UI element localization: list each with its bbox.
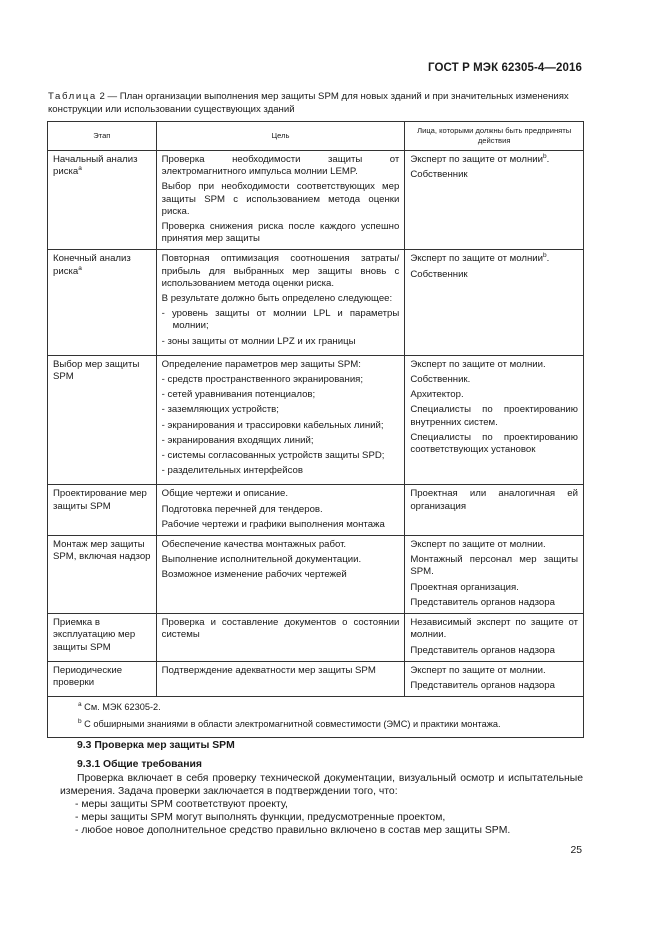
table-row	[48, 355, 584, 485]
table-body	[48, 151, 584, 697]
actor-paragraph	[410, 597, 578, 609]
actor-paragraph	[410, 404, 578, 428]
goal-text: Проверка необходимости защиты от электромагнитного импульса молнии LEMP.	[161, 154, 400, 178]
actor-text: Эксперт по защите от молнии.	[410, 539, 546, 551]
table-row	[48, 536, 584, 614]
goal-list-item: - экранирования входящих линий;	[161, 434, 314, 446]
actor-text: Представитель органов надзора	[410, 679, 555, 691]
actor-paragraph	[410, 582, 578, 594]
table-footnotes	[48, 697, 584, 737]
table-row	[48, 151, 584, 250]
actor-paragraph	[410, 269, 578, 281]
table-footnotes-row	[48, 697, 584, 737]
actor-text: Собственник	[410, 268, 468, 280]
footnote-a-text: См. МЭК 62305-2.	[81, 702, 161, 713]
goal-text: средств пространственного экранирования;	[167, 374, 364, 386]
goal-text: сетей уравнивания потенциалов;	[167, 389, 316, 401]
footnote-ref: b	[543, 252, 547, 260]
actor-text: Архитектор.	[410, 389, 464, 401]
header-stage: Этап	[48, 122, 157, 151]
stage-text: Конечный анализ риска	[53, 253, 131, 277]
actor-text: Специалисты по проектированию внутренних систем.	[410, 404, 578, 428]
document-header: ГОСТ Р МЭК 62305-4—2016	[428, 62, 582, 74]
goal-cell	[156, 485, 405, 536]
actor-text: Монтажный персонал мер защиты SPM.	[410, 554, 578, 578]
goal-list-item: - разделительных интерфейсов	[161, 465, 303, 477]
footnote-b-text: С обширными знаниями в области электромагнитной совместимости (ЭМС) и практики монтажа.	[81, 719, 501, 730]
actor-paragraph	[410, 554, 578, 578]
actor-paragraph	[410, 539, 578, 551]
actors-cell	[405, 614, 584, 662]
goal-text: Выполнение исполнительной документации.	[161, 554, 362, 566]
actor-text: Эксперт по защите от молнии	[410, 253, 544, 265]
goal-list-item: - сетей уравнивания потенциалов;	[161, 389, 316, 401]
actor-text: Независимый эксперт по защите от молнии.	[410, 617, 578, 641]
goal-cell	[156, 250, 405, 355]
goal-text: заземляющих устройств;	[167, 404, 279, 416]
goal-paragraph	[162, 154, 400, 178]
goal-paragraph	[162, 617, 400, 641]
footnote-b	[78, 718, 577, 730]
page-number: 25	[570, 845, 582, 856]
list-item: - любое новое дополнительное средство правильно включено в состав мер защиты SPM.	[75, 825, 511, 836]
table-caption-text: 2 — План организации выполнения мер защиты SPM для новых зданий и при значительных изменениях конструкции или использовании существующих зданий	[48, 91, 569, 115]
actors-cell	[405, 536, 584, 614]
goal-paragraph	[162, 181, 400, 218]
actor-text: Собственник.	[410, 374, 471, 386]
goal-paragraph	[162, 539, 400, 551]
goal-text: Определение параметров мер защиты SPM:	[161, 358, 361, 370]
goal-list-item: - средств пространственного экранирования;	[161, 374, 364, 386]
goal-text: зоны защиты от молнии LPZ и их границы	[167, 335, 356, 347]
actor-text: Эксперт по защите от молнии.	[410, 664, 546, 676]
section-9-3-1-body	[60, 772, 583, 837]
goal-text: Подтверждение адекватности мер защиты SPM	[161, 664, 376, 676]
actor-paragraph	[410, 680, 578, 692]
stage-cell	[48, 614, 157, 662]
table-caption-label: Таблица	[48, 91, 97, 102]
actors-cell	[405, 355, 584, 485]
table-row	[48, 661, 584, 696]
actors-cell	[405, 250, 584, 355]
actor-paragraph	[410, 169, 578, 181]
section-9-3-title: 9.3 Проверка мер защиты SPM	[77, 740, 235, 751]
goal-text: разделительных интерфейсов	[167, 465, 303, 477]
goal-text: Подготовка перечней для тендеров.	[161, 503, 323, 515]
goal-text: экранирования входящих линий;	[167, 434, 314, 446]
goal-text: Рабочие чертежи и графики выполнения монтажа	[161, 518, 385, 530]
goal-paragraph	[162, 293, 400, 305]
footnote-b-mark: b	[78, 718, 82, 726]
actors-cell	[405, 485, 584, 536]
actor-text: Специалисты по проектированию соответствующих установок	[410, 431, 578, 456]
table-row	[48, 485, 584, 536]
footnote-ref: a	[78, 165, 82, 173]
stage-cell	[48, 661, 157, 696]
actor-paragraph	[410, 359, 578, 371]
table-row	[48, 250, 584, 355]
header-actors: Лица, которыми должны быть предприняты действия	[405, 122, 584, 151]
actor-text: Представитель органов надзора	[410, 596, 555, 608]
goal-paragraph	[162, 488, 400, 500]
spm-plan-table-wrapper	[47, 121, 584, 738]
goal-paragraph	[162, 359, 400, 371]
goal-paragraph	[162, 504, 400, 516]
goal-paragraph	[162, 519, 400, 531]
actor-text: Проектная организация.	[410, 581, 519, 593]
goal-text: Возможное изменение рабочих чертежей	[161, 569, 347, 581]
actor-paragraph	[410, 374, 578, 386]
goal-cell	[156, 661, 405, 696]
goal-text: Выбор при необходимости соответствующих мер защиты SPM с использованием метода оценки риска.	[161, 181, 400, 217]
actor-paragraph	[410, 154, 578, 166]
goal-text: Проверка и составление документов о состоянии системы	[161, 617, 400, 641]
goal-text: Общие чертежи и описание.	[161, 488, 288, 500]
goal-paragraph	[162, 569, 400, 581]
stage-text: Приемка в эксплуатацию мер защиты SPM	[53, 617, 136, 653]
stage-cell	[48, 355, 157, 485]
stage-text: Начальный анализ риска	[53, 154, 138, 178]
footnote-a	[78, 701, 577, 713]
actor-paragraph	[410, 488, 578, 512]
goal-cell	[156, 151, 405, 250]
actor-text: Представитель органов надзора	[410, 644, 555, 656]
stage-text: Выбор мер защиты SPM	[53, 358, 140, 383]
actor-text: Проектная или аналогичная ей организация	[410, 488, 578, 512]
stage-cell	[48, 250, 157, 355]
actor-text-end: .	[546, 253, 550, 265]
actors-cell	[405, 661, 584, 696]
goal-paragraph	[162, 554, 400, 566]
header-goal: Цель	[156, 122, 405, 151]
goal-text: В результате должно быть определено следующее:	[161, 293, 393, 305]
actor-paragraph	[410, 432, 578, 456]
goal-list-item: - уровень защиты от молнии LPL и параметры молнии;	[161, 308, 400, 332]
actor-paragraph	[410, 665, 578, 677]
goal-cell	[156, 536, 405, 614]
goal-text: экранирования и трассировки кабельных линий;	[167, 419, 384, 431]
stage-text: Периодические проверки	[53, 664, 123, 688]
stage-cell	[48, 151, 157, 250]
goal-text: уровень защиты от молнии LPL и параметры молнии;	[171, 308, 400, 332]
footnote-ref: a	[78, 264, 82, 272]
list-item-text: меры защиты SPM могут выполнять функции, предусмотренные проектом,	[81, 812, 446, 823]
list-item: - меры защиты SPM могут выполнять функции, предусмотренные проектом,	[75, 812, 446, 823]
stage-text: Монтаж мер защиты SPM, включая надзор	[53, 539, 151, 563]
goal-cell	[156, 355, 405, 485]
stage-text: Проектирование мер защиты SPM	[53, 488, 147, 512]
actor-paragraph	[410, 645, 578, 657]
footnote-a-mark: a	[78, 701, 82, 709]
actors-cell	[405, 151, 584, 250]
goal-paragraph	[162, 221, 400, 245]
goal-text: Проверка снижения риска после каждого успешно принятия мер защиты	[161, 221, 400, 245]
actor-paragraph	[410, 617, 578, 641]
actor-text: Собственник	[410, 169, 468, 181]
goal-paragraph	[162, 665, 400, 677]
list-item: - меры защиты SPM соответствуют проекту,	[75, 799, 288, 810]
table-header-row	[48, 122, 584, 151]
actor-paragraph	[410, 389, 578, 401]
list-item-text: любое новое дополнительное средство правильно включено в состав мер защиты SPM.	[81, 825, 511, 836]
stage-cell	[48, 485, 157, 536]
list-item-text: меры защиты SPM соответствуют проекту,	[81, 799, 288, 810]
goal-list-item: - экранирования и трассировки кабельных линий;	[161, 419, 384, 431]
goal-cell	[156, 614, 405, 662]
actor-text: Эксперт по защите от молнии	[410, 154, 544, 165]
stage-cell	[48, 536, 157, 614]
goal-list-item: - заземляющих устройств;	[161, 404, 279, 416]
goal-text: системы согласованных устройств защиты SPD;	[167, 450, 385, 462]
section-9-3-1-title: 9.3.1 Общие требования	[77, 759, 202, 770]
actor-text: Эксперт по защите от молнии.	[410, 358, 546, 370]
footnote-ref: b	[543, 152, 547, 160]
actor-text-end: .	[546, 154, 550, 165]
goal-text: Повторная оптимизация соотношения затраты/прибыль для выбранных мер защиты вновь с использованием метода оценки риска.	[161, 253, 400, 289]
goal-paragraph	[162, 253, 400, 290]
actor-paragraph	[410, 253, 578, 265]
goal-list-item: - системы согласованных устройств защиты SPD;	[161, 450, 385, 462]
spm-plan-table	[47, 121, 584, 738]
table-row	[48, 614, 584, 662]
table-caption	[48, 91, 583, 116]
section-paragraph: Проверка включает в себя проверку технической документации, визуальный осмотр и испытательные измерения. Задача проверки заключается в подтверждении того, что:	[60, 773, 583, 797]
goal-text: Обеспечение качества монтажных работ.	[161, 539, 347, 551]
goal-list-item: - зоны защиты от молнии LPZ и их границы	[161, 335, 356, 347]
